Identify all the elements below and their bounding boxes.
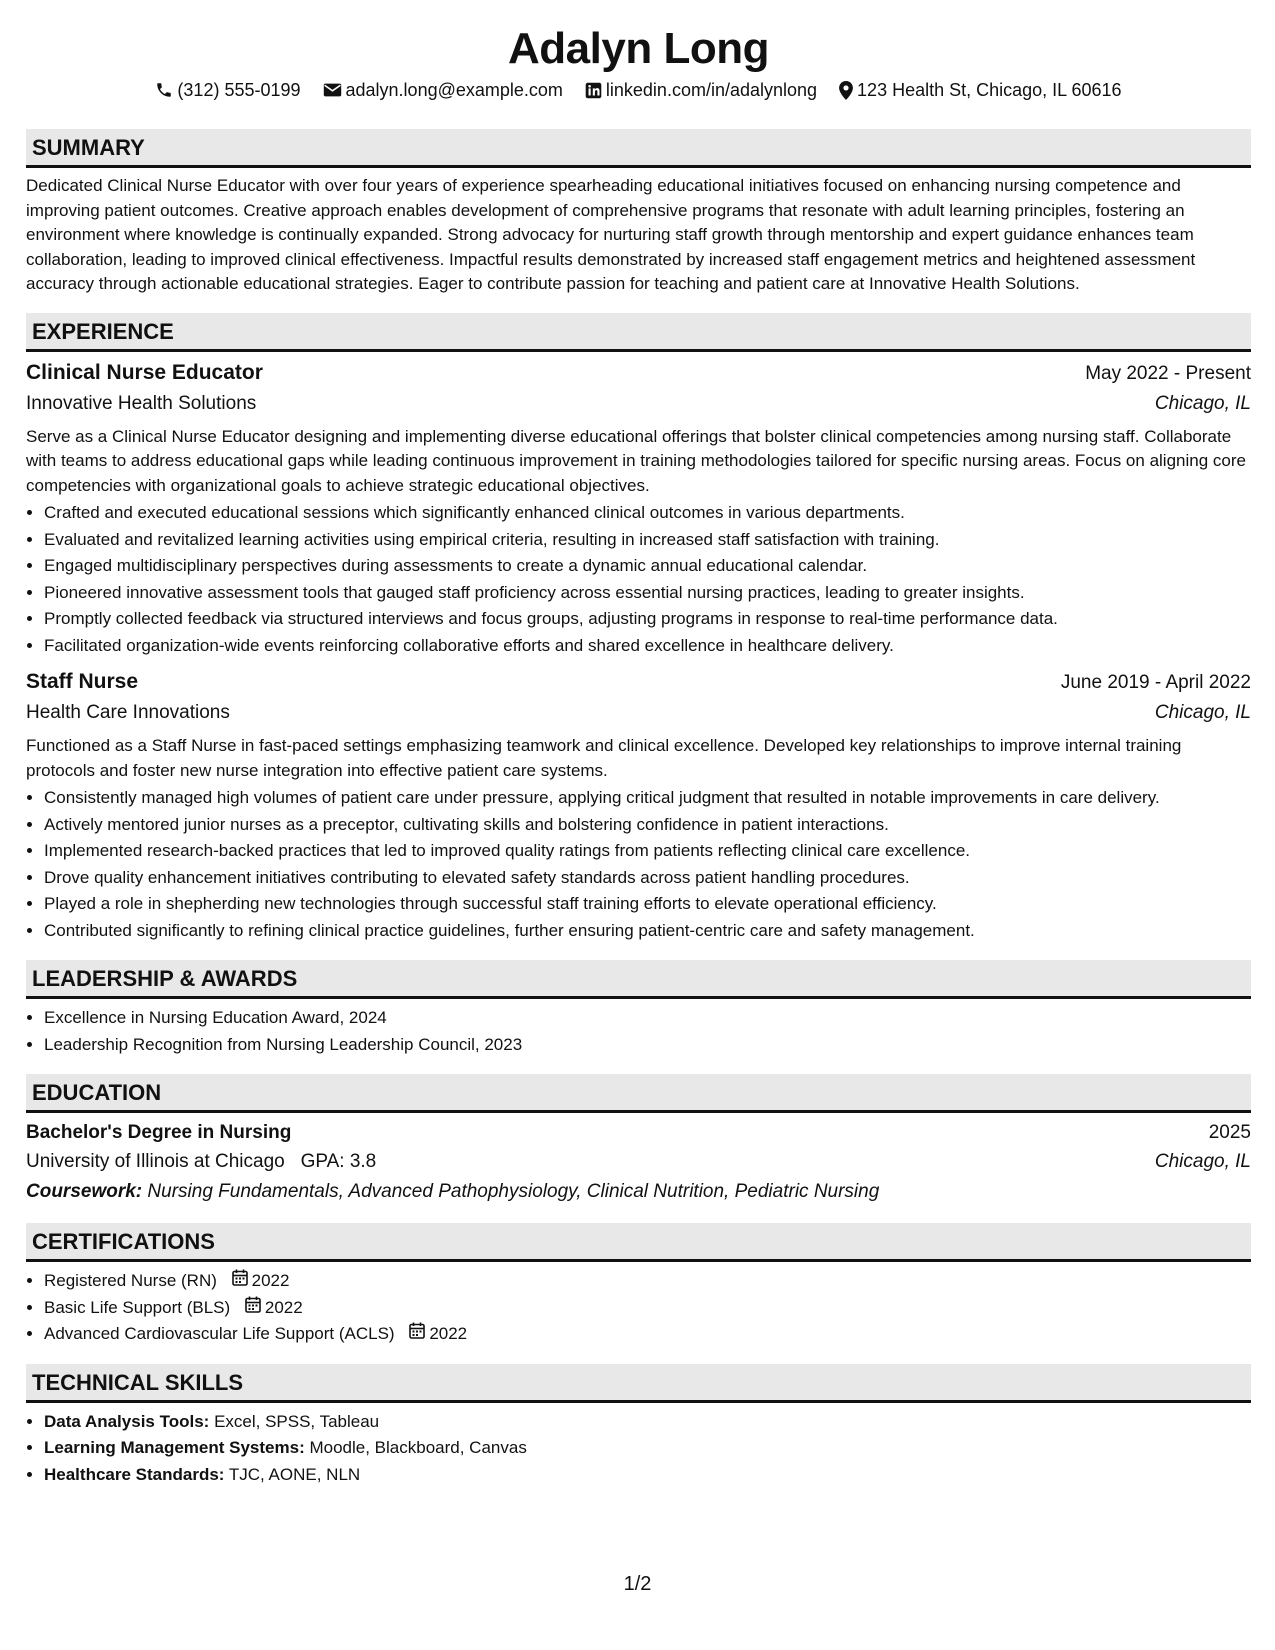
certifications-list [26,1268,1251,1348]
gpa: GPA: 3.8 [300,1151,377,1172]
job-bullets [26,500,1251,659]
skills-list [26,1409,1251,1489]
degree-year: 2025 [1208,1122,1251,1143]
list-item [44,1462,1251,1489]
map-pin-icon [839,81,853,100]
job-description: Serve as a Clinical Nurse Educator designing and implementing diverse educational offerings that bolster clinical competencies among nursing staff. Collaborate with teams to address educational gaps while leading continuous improvement in training methodologies tailored for specific nursing areas. Focus on aligning core competencies with organizational goals to achieve strategic educational objectives. [26,426,1246,495]
calendar-icon [245,1295,261,1322]
list-item: • Drove quality enhancement initiatives contributing to elevated safety standards across patient handling procedures. [44,865,1251,892]
education-entry [26,1119,1251,1207]
cert-name: Advanced Cardiovascular Life Support (ACLS) [44,1324,395,1343]
list-item: • Promptly collected feedback via structured interviews and focus groups, adjusting programs in response to real-time performance data. [44,606,1251,633]
list-item: • Contributed significantly to refining clinical practice guidelines, further ensuring patient-centric care and safety management. [44,918,1251,945]
job-title: Staff Nurse [26,670,139,693]
cert-year: 2022 [429,1324,468,1343]
cert-year: 2022 [251,1271,290,1290]
list-item: • Leadership Recognition from Nursing Leadership Council, 2023 [44,1032,1251,1059]
contact-phone [155,78,300,102]
list-item: • Played a role in shepherding new technologies through successful staff training efforts to elevate operational efficiency. [44,891,1251,918]
contact-address [839,78,1122,102]
leadership-list [26,1005,1251,1058]
address-text: 123 Health St, Chicago, IL 60616 [857,80,1122,100]
list-item [44,1295,1251,1322]
list-item: • Evaluated and revitalized learning activities using empirical criteria, resulting in increased staff satisfaction with training. [44,527,1251,554]
school-line [26,1147,376,1177]
skill-label: Healthcare Standards: [44,1464,225,1484]
job-date: May 2022 - Present [1085,362,1251,384]
contact-bar [26,78,1251,102]
coursework [26,1177,1251,1207]
phone-text: (312) 555-0199 [177,80,301,100]
envelope-icon [323,82,342,98]
calendar-icon [409,1321,425,1348]
email-text: adalyn.long@example.com [345,80,563,100]
contact-email[interactable] [323,78,563,102]
coursework-list: Nursing Fundamentals, Advanced Pathophysiology, Clinical Nutrition, Pediatric Nursing [147,1181,880,1202]
certifications-header: CERTIFICATIONS [26,1223,1251,1262]
resume-page [26,0,1251,1488]
candidate-name: Adalyn Long [508,24,769,73]
list-item [44,1268,1251,1295]
list-item: • Actively mentored junior nurses as a preceptor, cultivating skills and bolstering confidence in patient interactions. [44,812,1251,839]
skills-header: TECHNICAL SKILLS [26,1364,1251,1403]
skill-label: Learning Management Systems: [44,1438,305,1457]
cert-name: Basic Life Support (BLS) [44,1297,231,1317]
list-item: • Pioneered innovative assessment tools that gauged staff proficiency across essential nursing practices, leading to greater insights. [44,580,1251,607]
list-item: • Excellence in Nursing Education Award, 2024 [44,1005,1251,1032]
school-location: Chicago, IL [1154,1151,1251,1172]
list-item: • Crafted and executed educational sessions which significantly enhanced clinical outcomes in various departments. [44,500,1251,527]
job-description: Functioned as a Staff Nurse in fast-paced settings emphasizing teamwork and clinical excellence. Developed key relationships to improve internal training protocols and foster new nurse integration into effective patient care systems. [26,736,1182,780]
job-date: June 2019 - April 2022 [1060,672,1251,693]
degree-title: Bachelor's Degree in Nursing [26,1122,292,1143]
school-name: University of Illinois at Chicago [26,1151,285,1172]
education-header: EDUCATION [26,1074,1251,1113]
job-location: Chicago, IL [1154,702,1251,723]
skill-value: TJC, AONE, NLN [228,1464,361,1484]
skill-value: Excel, SPSS, Tableau [214,1411,380,1431]
list-item: • Facilitated organization-wide events reinforcing collaborative efforts and shared excellence in healthcare delivery. [44,633,1251,660]
job-bullets [26,785,1251,944]
coursework-label: Coursework: [26,1181,143,1202]
list-item: • Implemented research-backed practices that led to improved quality ratings from patients reflecting clinical care excellence. [44,838,1251,865]
job-company: Health Care Innovations [26,702,230,723]
cert-year: 2022 [264,1297,303,1317]
job-entry [26,667,1251,944]
job-title: Clinical Nurse Educator [26,360,263,384]
job-company: Innovative Health Solutions [26,392,257,414]
phone-icon [155,81,173,99]
linkedin-icon [585,82,602,99]
summary-header: SUMMARY [26,129,1251,168]
job-location: Chicago, IL [1154,392,1251,414]
summary-text: Dedicated Clinical Nurse Educator with over four years of experience spearheading educational initiatives focused on enhancing nursing competence and improving patient outcomes. Creative approach enables development of comprehensive programs that resonate with adult learning principles, fostering an environment where knowledge is continually expanded. Strong advocacy for nurturing staff growth through mentorship and expert guidance enhances team collaboration, leading to improved clinical effectiveness. Impactful results demonstrated by increased staff engagement metrics and heightened assessment accuracy through actionable educational strategies. Eager to contribute passion for teaching and patient care at Innovative Health Solutions. [26,176,1196,293]
job-entry [26,358,1251,660]
skill-value: Moodle, Blackboard, Canvas [309,1438,527,1457]
list-item [44,1321,1251,1348]
skill-label: Data Analysis Tools: [44,1411,210,1431]
list-item [44,1435,1251,1462]
experience-header: EXPERIENCE [26,313,1251,352]
linkedin-text: linkedin.com/in/adalynlong [605,80,818,100]
leadership-header: LEADERSHIP & AWARDS [26,960,1251,999]
list-item [44,1409,1251,1436]
calendar-icon [232,1268,248,1295]
list-item: • Consistently managed high volumes of patient care under pressure, applying critical judgment that resulted in notable improvements in care delivery. [44,785,1251,812]
page-number: 1/2 [623,1573,652,1595]
cert-name: Registered Nurse (RN) [44,1271,217,1290]
contact-linkedin[interactable] [585,78,817,102]
list-item: • Engaged multidisciplinary perspectives during assessments to create a dynamic annual educational calendar. [44,553,1251,580]
